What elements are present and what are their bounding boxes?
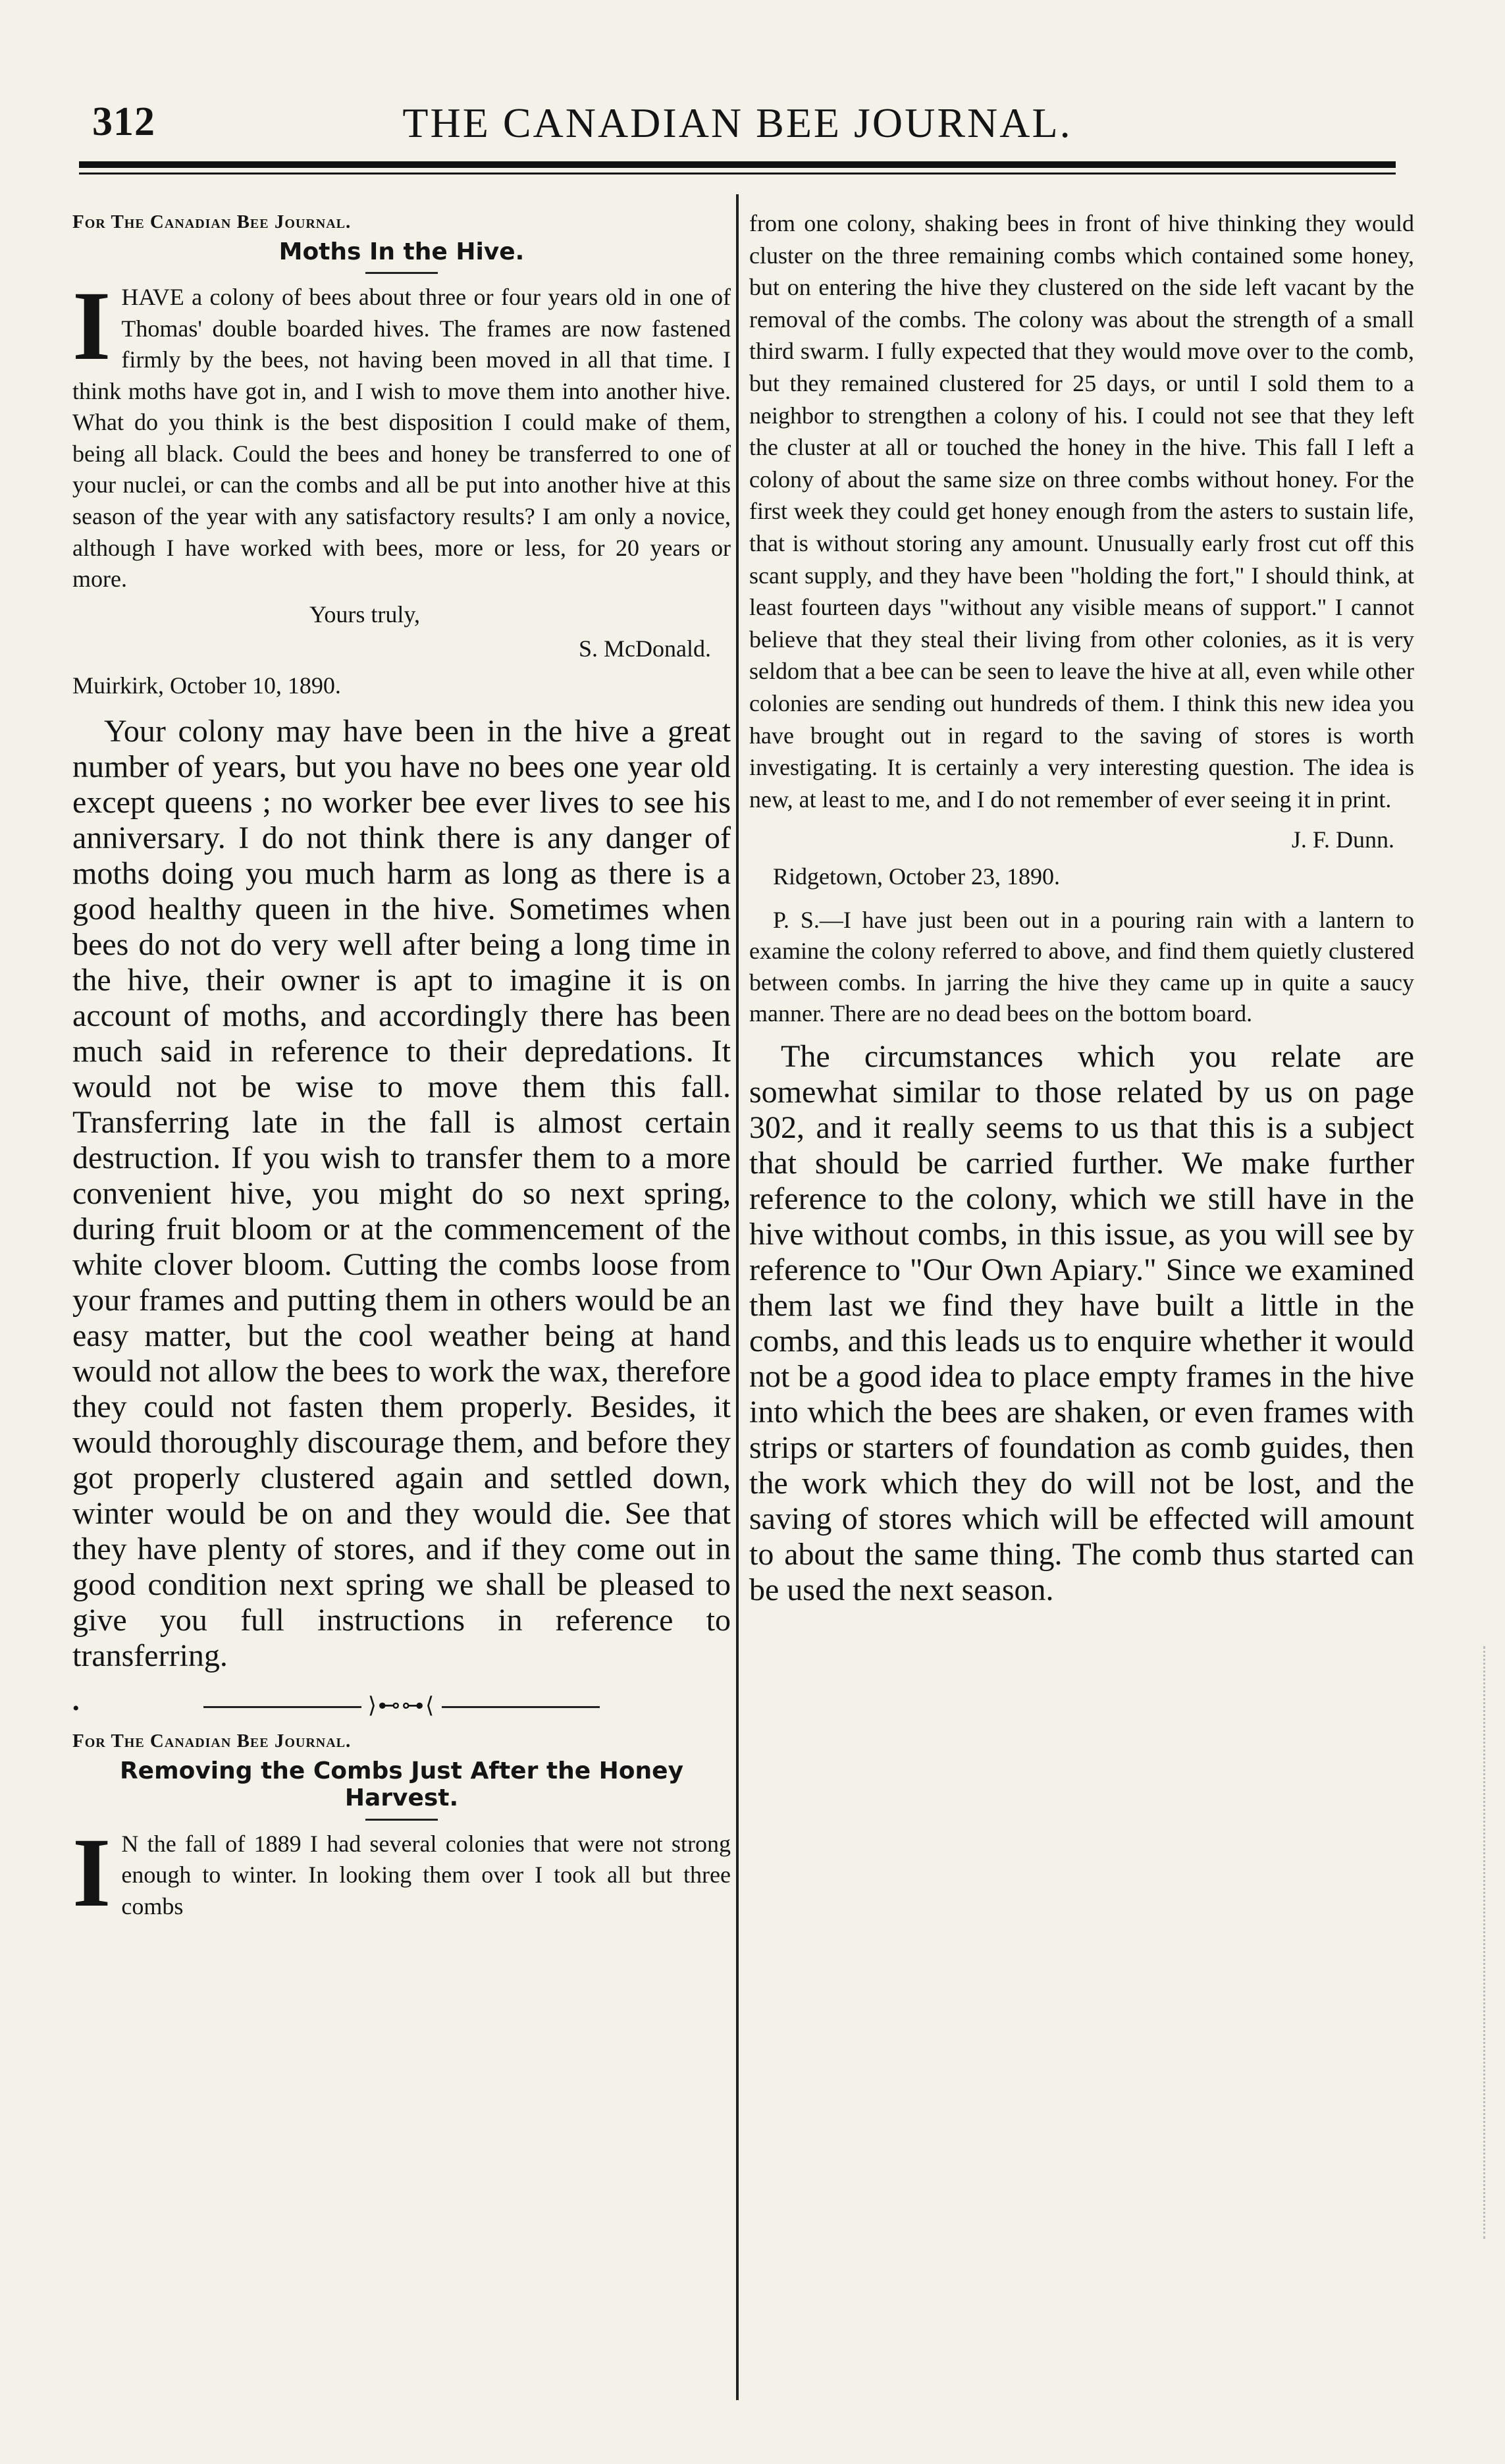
ornament-dot: • (72, 1697, 81, 1719)
article-title: Moths In the Hive. (278, 238, 525, 265)
letter-continued: from one colony, shaking bees in front of hive thinking they would cluster on the three remaining combs which contained some honey, but on entering the hive they clustered on the side left vacant by the removal of the combs. The colony was about the strength of a small third swarm. I fully expected that they would move over to the comb, but they remained clustered for 25 days, or until I sold them to a neighbor to strengthen a colony of his. I could not see that they left the cluster at all or touched the honey in the hive. This fall I left a colony of about the same size on three combs without honey. For the first week they could get honey enough from the asters to sustain life, that is without storing any amount. Unusually early frost cut off this scant supply, and they have been "holding the fort," I should think, at least fourteen days "without any visible means of support." I cannot believe that they steal their living from other colonies, as it is very seldom that a bee can be seen to leave the hive at all, even while other colonies are sending out hundreds of them. I think this new idea you have brought out in regard to the saving of stores is worth investigating. It is certainly a very interesting question. The idea is new, at least to me, and I do not remember of ever seeing it in print. (749, 210, 1414, 813)
page-number: 312 (92, 99, 155, 144)
letter-text: HAVE a colony of bees about three or four years old in one of Thomas' double boarded hives. The frames are now fastened firmly by the bees, not having been moved in all that time. I think moths have got in, and I wish to move them into another hive. What do you think is the best disposition I could make of them, being all black. Could the bees and honey be transferred to one of your nuclei, or can the combs and all be put into another hive at this season of the year with any satisfactory results? I am only a novice, although I have worked with bees, more or less, for 20 years or more. (72, 284, 731, 593)
column-divider (736, 194, 739, 2400)
section-ornament (72, 1692, 731, 1719)
article-title: Removing the Combs Just After the Honey Harvest. (119, 1757, 684, 1812)
letter-dateline: Muirkirk, October 10, 1890. (72, 672, 341, 699)
right-column (749, 207, 1414, 2400)
postscript: P. S.—I have just been out in a pouring rain with a lantern to examine the colony referred to above, and find them quietly clustered between combs. In jarring the hive they came up in quite a saucy manner. There are no dead bees on the bottom board. (749, 906, 1414, 1027)
page-edge-mark (1457, 1646, 1485, 2239)
letter-signature: S. McDonald. (579, 635, 711, 662)
editor-reply: Your colony may have been in the hive a great number of years, but you have no bees one year old except queens ; no worker bee ever lives to see his anniversary. I do not think there is any danger of moths doing you much harm as long as there is a good healthy queen in the hive. Sometimes when bees do not do very well after being a long time in the hive, their owner is apt to imagine it is on account of moths, and accordingly there has been much said in reference to their depredations. It would not be wise to move them this fall. Transferring late in the fall is almost certain destruction. If you wish to transfer them to a more convenient hive, you might do so next spring, during fruit bloom or at the commencement of the white clover bloom. Cutting the combs loose from your frames and putting them in others would be an easy matter, but the cool weather being at hand would not allow the bees to work the wax, therefore they could not fasten them properly. Besides, it would thoroughly discourage them, and before they got properly clustered again and settled down, winter would be on and they would die. See that they have plenty of stores, and if they come out in good condition next spring we shall be pleased to give you full instructions in reference to transferring. (72, 713, 731, 1673)
article-kicker: For The Canadian Bee Journal. (72, 1730, 352, 1752)
header-rule-thick (79, 161, 1396, 168)
drop-cap: I (72, 271, 111, 381)
page-header (92, 99, 1383, 158)
left-column (72, 207, 731, 2400)
letter-closing: Yours truly, (309, 601, 421, 628)
ornament-line-left (203, 1706, 361, 1708)
ornament-line-right (442, 1706, 600, 1708)
letter-signature: J. F. Dunn. (1291, 826, 1394, 853)
title-rule (365, 1819, 438, 1821)
letter-body (72, 271, 731, 595)
header-rule-thin (79, 173, 1396, 174)
article-kicker: For The Canadian Bee Journal. (72, 211, 352, 232)
letter-dateline: Ridgetown, October 23, 1890. (773, 863, 1060, 890)
editor-reply: The circumstances which you relate are somewhat similar to those related by us on page 302, and it really seems to us that this is a subject that should be carried further. We make further reference to the colony, which we still have in the hive without combs, in this issue, as you will see by reference to "Our Own Apiary." Since we examined them last we find they have built a little in the combs, and this leads us to enquire whether it would not be a good idea to place empty frames in the hive into which the bees are shaken, or even frames with strips or starters of foundation as comb guides, then the work which they do will not be lost, and the saving of stores which will be effected will amount to about the same thing. The comb thus started can be used the next season. (749, 1038, 1414, 1607)
title-rule (365, 272, 438, 274)
letter-body (72, 1817, 731, 1927)
drop-cap: I (72, 1817, 111, 1927)
journal-title: THE CANADIAN BEE JOURNAL. (402, 99, 1072, 146)
letter-text: N the fall of 1889 I had several colonies that were not strong enough to winter. In looking them over I took all but three combs (121, 1830, 731, 1919)
ornament-glyph: ⟩⊷⊶⟨ (367, 1693, 436, 1718)
